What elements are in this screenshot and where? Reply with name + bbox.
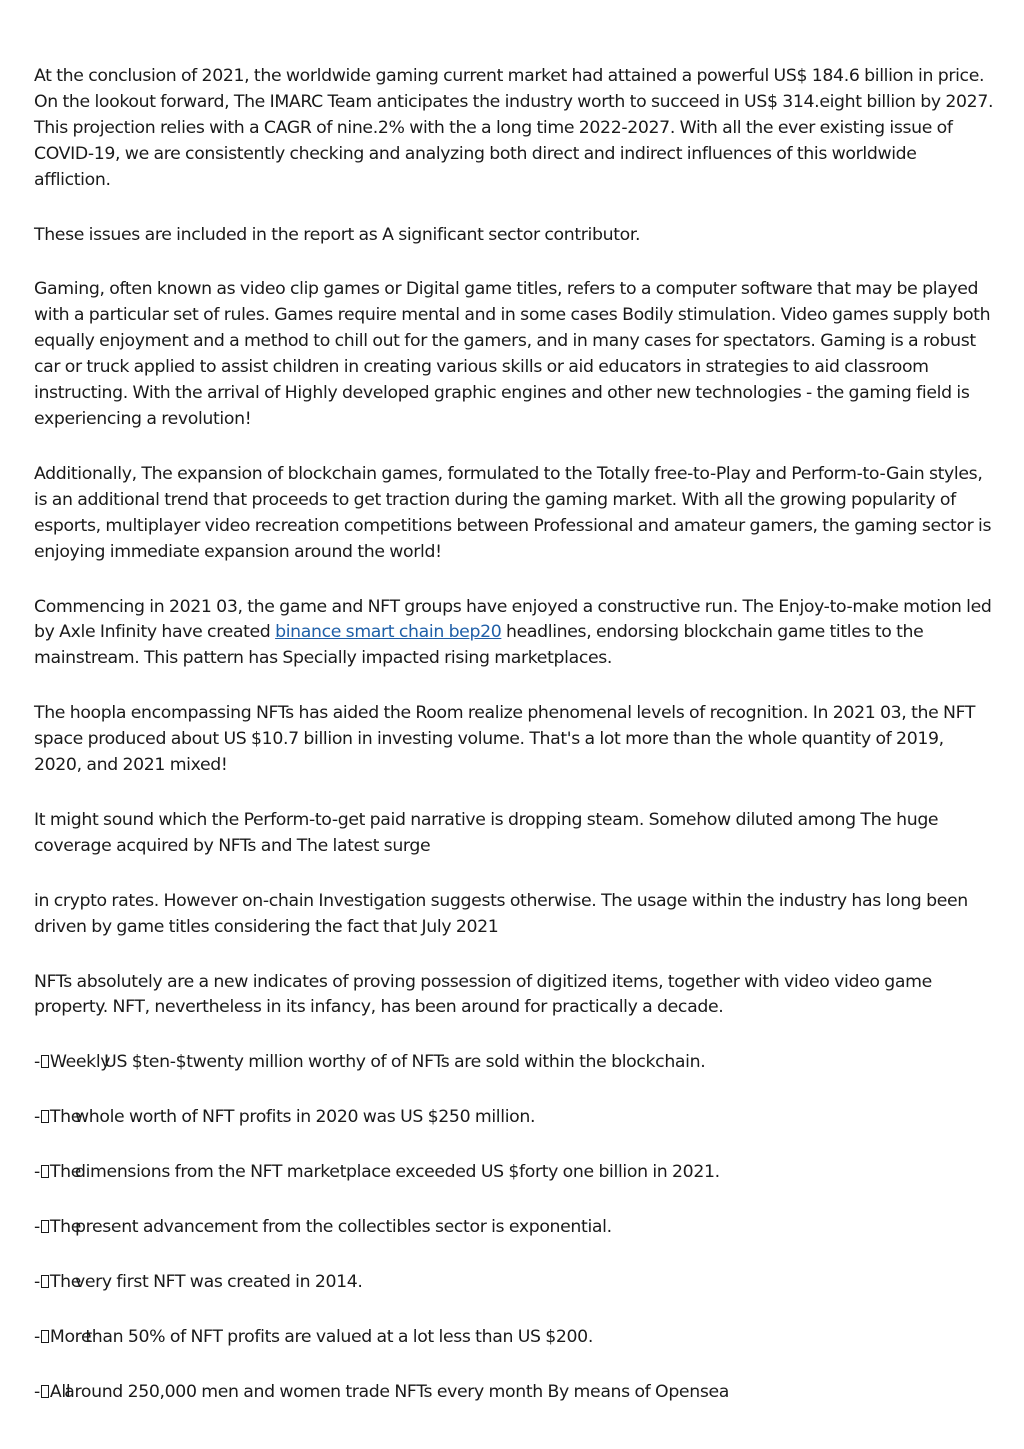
missing-glyph-icon <box>41 1220 49 1233</box>
bullet-dash: - <box>34 1326 40 1347</box>
bullet-dash: - <box>34 1217 40 1238</box>
bullet-text: US $ten-$twenty million worthy of of NFTs are sold within the blockchain. <box>104 1052 706 1073</box>
bullet-lead-word: The <box>49 1272 81 1292</box>
bullet-text: dimensions from the NFT marketplace exceeded US $forty one billion in 2021. <box>74 1162 720 1183</box>
bullet-dash: - <box>34 1052 40 1073</box>
bullet-text: than 50% of NFT profits are valued at a lot less than US $200. <box>85 1326 593 1347</box>
bullet-dash: - <box>34 1107 40 1128</box>
bullet-text: whole worth of NFT profits in 2020 was US $250 million. <box>74 1107 536 1128</box>
list-item <box>34 1380 994 1406</box>
missing-glyph-icon <box>41 1275 49 1288</box>
bullet-dash: - <box>34 1162 40 1183</box>
bullet-lead-word: All <box>49 1381 71 1402</box>
nft-facts-list <box>34 1050 994 1405</box>
paragraph-nft-run-before: Commencing in 2021 03, the game and NFT groups have enjoyed a constructive run. The Enjoy-to-make motion led by Axle Infinity have created <box>34 596 992 643</box>
paragraph-report-issues: These issues are included in the report as A significant sector contributor. <box>34 224 641 245</box>
list-item <box>34 1215 994 1241</box>
bullet-dash: - <box>34 1381 40 1402</box>
paragraph-crypto-rates: in crypto rates. However on-chain Investigation suggests otherwise. The usage within the industry has long been driven by game titles considering the fact that July 2021 <box>34 890 968 937</box>
paragraph-nft-run-after: headlines, endorsing blockchain game titles to the mainstream. This pattern has Specially impacted rising marketplaces. <box>34 622 924 669</box>
bullet-text: very first NFT was created in 2014. <box>74 1272 363 1292</box>
bullet-lead-word: More <box>49 1326 92 1347</box>
bullet-lead-word: Weekly <box>49 1052 111 1073</box>
missing-glyph-icon <box>41 1330 49 1343</box>
missing-glyph-icon <box>41 1110 49 1123</box>
bullet-lead-word: The <box>49 1162 81 1183</box>
binance-smart-chain-link[interactable]: binance smart chain bep20 <box>275 622 502 643</box>
bullet-text: present advancement from the collectibles sector is exponential. <box>74 1217 612 1238</box>
paragraph-nft-hoopla: The hoopla encompassing NFTs has aided the Room realize phenomenal levels of recognition. In 2021 03, the NFT space produced about US $10.7 billion in investing volume. That's a lot more than the whole quantity of 2019, 2020, and 2021 mixed! <box>34 703 976 776</box>
list-item <box>34 1325 994 1351</box>
bullet-dash: - <box>34 1272 40 1292</box>
missing-glyph-icon <box>41 1165 49 1178</box>
missing-glyph-icon <box>41 1055 49 1068</box>
list-item <box>34 1050 994 1076</box>
paragraph-gaming-definition: Gaming, often known as video clip games or Digital game titles, refers to a computer software that may be played with a particular set of rules. Games require mental and in some cases Bodily stimulation. Video games supply both equally enjoyment and a method to chill out for the gamers, and in many cases for spectators. Gaming is a robust car or truck applied to assist children in creating various skills or aid educators in strategies to aid classroom instructing. With the arrival of Highly developed graphic engines and other new technologies - the gaming field is experiencing a revolution! <box>34 279 991 429</box>
paragraph-nft-run <box>34 595 994 673</box>
paragraph-play-to-earn: It might sound which the Perform-to-get paid narrative is dropping steam. Somehow diluted among The huge coverage acquired by NFTs and The latest surge <box>34 809 939 856</box>
bullet-lead-word: The <box>49 1217 81 1238</box>
missing-glyph-icon <box>41 1385 49 1398</box>
bullet-text: around 250,000 men and women trade NFTs every month By means of Opensea <box>64 1381 729 1402</box>
document-page <box>34 64 994 1435</box>
list-item <box>34 1105 994 1131</box>
bullet-lead-word: The <box>49 1107 81 1128</box>
list-item <box>34 1160 994 1186</box>
paragraph-market-size: At the conclusion of 2021, the worldwide gaming current market had attained a powerful US$ 184.6 billion in price. On the lookout forward, The IMARC Team anticipates the industry worth to succeed in US$ 314.eight billion by 2027. This projection relies with a CAGR of nine.2% with the a long time 2022-2027. With all the ever existing issue of COVID-19, we are consistently checking and analyzing both direct and indirect influences of this worldwide affliction. <box>34 66 994 190</box>
paragraph-blockchain-games: Additionally, The expansion of blockchain games, formulated to the Totally free-to-Play and Perform-to-Gain styles, is an additional trend that proceeds to get traction during the gaming market. With all the growing popularity of esports, multiplayer video recreation competitions between Professional and amateur gamers, the gaming sector is enjoying immediate expansion around the world! <box>34 463 992 562</box>
paragraph-nft-definition: NFTs absolutely are a new indicates of proving possession of digitized items, together with video video game property. NFT, nevertheless in its infancy, has been around for practically a decade. <box>34 971 932 1018</box>
list-item <box>34 1270 994 1296</box>
